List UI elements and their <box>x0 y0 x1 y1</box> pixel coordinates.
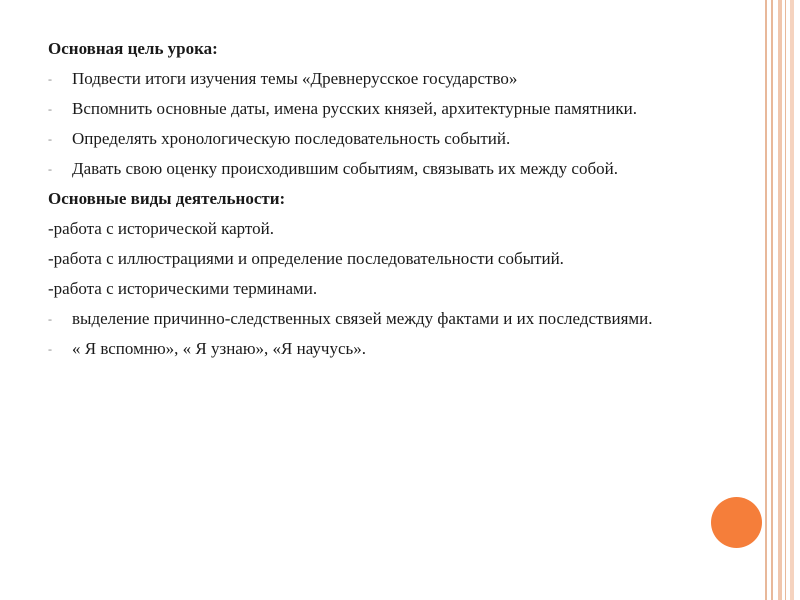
bullet-mark: - <box>48 312 52 326</box>
goal-item <box>48 98 748 120</box>
activity-bullet <box>48 338 748 360</box>
bullet-mark: - <box>48 132 52 146</box>
bullet-mark: - <box>48 342 52 356</box>
activity-line: -работа с историческими терминами. <box>48 279 318 298</box>
activity-line: -работа с иллюстрациями и определение последовательности событий. <box>48 249 564 268</box>
decorative-circle <box>711 497 762 548</box>
decorative-stripe <box>778 0 782 600</box>
activities-heading: Основные виды деятельности: <box>48 189 286 208</box>
goal-heading: Основная цель урока: <box>48 39 218 58</box>
bullet-mark: - <box>48 162 52 176</box>
activity-line: -работа с исторической картой. <box>48 219 274 238</box>
decorative-stripe <box>790 0 794 600</box>
bullet-mark: - <box>48 102 52 116</box>
bullet-mark: - <box>48 72 52 86</box>
slide-content <box>48 38 748 368</box>
activity-bullet-text: « Я вспомню», « Я узнаю», «Я научусь». <box>72 339 367 358</box>
activity-bullet-text: выделение причинно-следственных связей между фактами и их последствиями. <box>72 309 653 328</box>
goal-item-text: Давать свою оценку происходившим событиям, связывать их между собой. <box>72 159 618 178</box>
decorative-stripe <box>785 0 786 600</box>
goal-item <box>48 128 748 150</box>
decorative-stripe <box>765 0 767 600</box>
goal-item-text: Подвести итоги изучения темы «Древнерусское государство» <box>72 69 518 88</box>
goal-item-text: Вспомнить основные даты, имена русских князей, архитектурные памятники. <box>72 99 637 118</box>
goal-item <box>48 158 748 180</box>
decorative-stripe <box>771 0 773 600</box>
goal-item-text: Определять хронологическую последовательность событий. <box>72 129 511 148</box>
activity-bullet <box>48 308 748 330</box>
goal-item <box>48 68 748 90</box>
